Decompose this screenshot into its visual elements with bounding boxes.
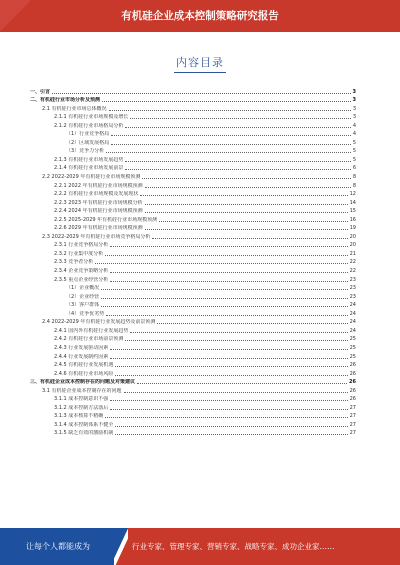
- toc-entry-label: 2.1.4 有机硅行业市场发展前景: [54, 165, 124, 172]
- toc-entry-page: 8: [352, 182, 356, 189]
- toc-entry-label: （1）企业概况: [66, 285, 100, 292]
- toc-entry-page: 25: [349, 336, 356, 343]
- toc-entry[interactable]: [30, 402, 356, 411]
- toc-entry-label: 2.4.5 有机硅行业发展机遇: [54, 362, 114, 369]
- toc-leader-dots: [142, 178, 350, 179]
- toc-entry-page: 16: [349, 216, 356, 223]
- toc-entry-label: 一、引言: [30, 88, 51, 95]
- toc-entry-label: 2.2.6 2029 年有机硅行业市场规模预测: [54, 225, 143, 232]
- toc-entry-label: 3.1.5 缺乏有效的激励机制: [54, 430, 114, 437]
- toc-entry-label: （3）竞争力分析: [66, 148, 105, 155]
- toc-leader-dots: [111, 135, 351, 136]
- toc-entry-label: 2.4 2022-2029 年有机硅行业发展趋势及前景预测: [42, 319, 156, 326]
- toc-entry-page: 5: [352, 139, 356, 146]
- toc-entry-page: 20: [349, 233, 356, 240]
- toc-leader-dots: [125, 340, 347, 341]
- toc-leader-dots: [106, 315, 347, 316]
- toc-entry-label: （4）竞争优劣势: [66, 310, 105, 317]
- toc-entry[interactable]: [30, 171, 356, 180]
- toc-leader-dots: [157, 323, 347, 324]
- toc-entry[interactable]: [30, 368, 356, 377]
- report-title: 有机硅企业成本控制策略研究报告: [121, 10, 279, 22]
- toc-entry-label: （2）区域发展格局: [66, 139, 110, 146]
- table-of-contents: [30, 86, 356, 436]
- toc-entry[interactable]: [30, 231, 356, 240]
- toc-entry[interactable]: [30, 291, 356, 300]
- toc-entry-page: 6: [352, 165, 356, 172]
- toc-entry[interactable]: [30, 163, 356, 172]
- toc-entry-label: 3.1.1 成本控制意识不强: [54, 396, 109, 403]
- toc-entry-label: 2.4.4 行业发展制约因素: [54, 353, 109, 360]
- toc-entry-page: 5: [352, 148, 356, 155]
- toc-leader-dots: [145, 204, 348, 205]
- toc-entry-label: 3.1.4 成本控制体系不健全: [54, 421, 114, 428]
- toc-entry-label: （2）企业经营: [66, 293, 100, 300]
- toc-entry-label: 3.1 有机硅企业成本控制存在的问题: [42, 387, 122, 394]
- toc-entry-label: 2.1.1 有机硅行业市场规模及增长: [54, 114, 129, 121]
- toc-entry-label: 2.4.2 有机硅行业市场前景预测: [54, 336, 124, 343]
- toc-entry-page: 26: [349, 370, 356, 377]
- toc-entry[interactable]: [30, 411, 356, 420]
- toc-entry-label: 2.3 2022-2029 年有机硅行业市场竞争格局分析: [42, 233, 151, 240]
- toc-leader-dots: [140, 195, 347, 196]
- toc-leader-dots: [145, 212, 348, 213]
- toc-entry[interactable]: [30, 325, 356, 334]
- toc-heading-underline: [174, 72, 226, 73]
- toc-entry-label: 2.4.1 国内外有机硅行业发展趋势: [54, 327, 129, 334]
- toc-entry[interactable]: [30, 283, 356, 292]
- toc-leader-dots: [101, 289, 347, 290]
- footer-divider: [114, 528, 128, 565]
- toc-entry[interactable]: [30, 86, 356, 95]
- toc-entry-label: 2.1.2 有机硅行业市场格局分析: [54, 122, 124, 129]
- toc-entry-label: 2.1.3 有机硅行业市场发展趋势: [54, 156, 124, 163]
- toc-entry-page: 27: [349, 413, 356, 420]
- toc-entry-page: 25: [349, 344, 356, 351]
- toc-leader-dots: [52, 93, 351, 94]
- toc-entry-page: 23: [349, 285, 356, 292]
- toc-leader-dots: [110, 358, 347, 359]
- toc-entry[interactable]: [30, 112, 356, 121]
- toc-entry[interactable]: [30, 137, 356, 146]
- toc-leader-dots: [125, 161, 350, 162]
- toc-leader-dots: [110, 246, 347, 247]
- toc-leader-dots: [152, 238, 347, 239]
- toc-entry-label: 3.1.2 成本控制方法落后: [54, 404, 109, 411]
- toc-entry-label: 2.2.3 2023 年有机硅行业市场规模分析: [54, 199, 143, 206]
- toc-entry-page: 3: [352, 88, 356, 95]
- toc-leader-dots: [124, 392, 348, 393]
- toc-entry[interactable]: [30, 265, 356, 274]
- toc-leader-dots: [106, 152, 351, 153]
- toc-entry-label: （3）客户群体: [66, 302, 100, 309]
- toc-leader-dots: [105, 417, 347, 418]
- toc-entry-page: 12: [349, 191, 356, 198]
- toc-entry-label: 2.4.6 有机硅行业市场风险: [54, 370, 114, 377]
- toc-entry[interactable]: [30, 377, 356, 386]
- toc-entry-page: 27: [349, 404, 356, 411]
- toc-leader-dots: [110, 409, 347, 410]
- toc-leader-dots: [115, 434, 347, 435]
- toc-entry-page: 24: [349, 302, 356, 309]
- toc-entry-page: 26: [349, 362, 356, 369]
- toc-entry-label: 二、有机硅行业市场分析及预测: [30, 97, 101, 104]
- toc-entry[interactable]: [30, 342, 356, 351]
- toc-leader-dots: [115, 426, 347, 427]
- toc-leader-dots: [115, 366, 347, 367]
- toc-entry-page: 22: [349, 259, 356, 266]
- toc-entry[interactable]: [30, 257, 356, 266]
- toc-leader-dots: [109, 110, 351, 111]
- toc-entry[interactable]: [30, 317, 356, 326]
- toc-leader-dots: [125, 169, 350, 170]
- toc-entry-page: 4: [352, 131, 356, 138]
- toc-entry-page: 20: [349, 242, 356, 249]
- toc-entry[interactable]: [30, 240, 356, 249]
- toc-entry[interactable]: [30, 180, 356, 189]
- toc-leader-dots: [130, 118, 350, 119]
- footer-tagline: 行业专家、管理专家、营销专家、战略专家、成功企业家……: [132, 542, 335, 551]
- toc-entry[interactable]: [30, 120, 356, 129]
- toc-entry[interactable]: [30, 428, 356, 437]
- toc-entry[interactable]: [30, 419, 356, 428]
- toc-entry-page: 21: [349, 250, 356, 257]
- toc-leader-dots: [101, 306, 347, 307]
- toc-leader-dots: [102, 101, 351, 102]
- toc-entry-page: 4: [352, 122, 356, 129]
- toc-leader-dots: [101, 298, 347, 299]
- toc-entry-page: 26: [349, 379, 356, 386]
- toc-entry[interactable]: [30, 223, 356, 232]
- toc-entry[interactable]: [30, 394, 356, 403]
- toc-entry-page: 24: [349, 310, 356, 317]
- toc-entry-page: 14: [349, 199, 356, 206]
- toc-entry-page: 3: [352, 114, 356, 121]
- toc-entry-label: 2.2.1 2022 年有机硅行业市场规模预测: [54, 182, 143, 189]
- toc-entry-page: 25: [349, 353, 356, 360]
- toc-entry-page: 3: [352, 105, 356, 112]
- toc-entry[interactable]: [30, 248, 356, 257]
- toc-leader-dots: [110, 400, 347, 401]
- toc-entry-page: 23: [349, 276, 356, 283]
- toc-entry-label: 2.3.4 企业竞争策略分析: [54, 268, 109, 275]
- toc-entry[interactable]: [30, 300, 356, 309]
- toc-leader-dots: [145, 187, 351, 188]
- toc-entry-page: 19: [349, 225, 356, 232]
- toc-entry-label: 2.3.5 重点企业经营分析: [54, 276, 109, 283]
- toc-leader-dots: [110, 281, 347, 282]
- toc-entry[interactable]: [30, 146, 356, 155]
- toc-leader-dots: [125, 127, 350, 128]
- toc-entry-label: 2.3.1 行业竞争格局分析: [54, 242, 109, 249]
- toc-entry[interactable]: [30, 197, 356, 206]
- toc-entry[interactable]: [30, 274, 356, 283]
- toc-entry-page: 26: [349, 396, 356, 403]
- toc-entry-page: 27: [349, 421, 356, 428]
- toc-entry[interactable]: [30, 360, 356, 369]
- footer-slogan: 让每个人都能成为: [26, 542, 90, 551]
- toc-entry-label: 2.2.2 有机硅行业市场规模及发展现状: [54, 191, 139, 198]
- toc-entry[interactable]: [30, 103, 356, 112]
- toc-heading: 内容目录: [176, 56, 224, 69]
- toc-leader-dots: [130, 332, 347, 333]
- toc-leader-dots: [95, 263, 347, 264]
- toc-entry[interactable]: [30, 214, 356, 223]
- toc-entry[interactable]: [30, 334, 356, 343]
- toc-leader-dots: [145, 229, 348, 230]
- toc-entry-page: 22: [349, 268, 356, 275]
- toc-entry[interactable]: [30, 154, 356, 163]
- toc-leader-dots: [110, 272, 347, 273]
- toc-entry[interactable]: [30, 206, 356, 215]
- toc-entry-page: 24: [349, 319, 356, 326]
- toc-entry-label: 2.2.5 2025-2029 年有机硅行业市场规模预测: [54, 216, 158, 223]
- toc-leader-dots: [105, 255, 347, 256]
- toc-entry[interactable]: [30, 385, 356, 394]
- toc-entry[interactable]: [30, 129, 356, 138]
- toc-leader-dots: [110, 349, 347, 350]
- toc-entry-page: 26: [349, 387, 356, 394]
- toc-leader-dots: [159, 221, 347, 222]
- toc-entry-label: 3.1.3 成本核算不精确: [54, 413, 104, 420]
- toc-leader-dots: [137, 383, 347, 384]
- toc-entry-label: （1）行业竞争格局: [66, 131, 110, 138]
- toc-entry-page: 23: [349, 293, 356, 300]
- toc-entry-label: 2.3.3 竞争者分析: [54, 259, 94, 266]
- toc-entry-label: 2.4.3 行业发展驱动因素: [54, 344, 109, 351]
- toc-entry-page: 15: [349, 208, 356, 215]
- toc-entry[interactable]: [30, 95, 356, 104]
- toc-entry-label: 2.2 2022-2029 年有机硅行业市场规模预测: [42, 174, 141, 181]
- toc-entry-page: 24: [349, 327, 356, 334]
- toc-entry-label: 2.1 有机硅行业市场总体概况: [42, 105, 107, 112]
- toc-entry[interactable]: [30, 351, 356, 360]
- toc-leader-dots: [111, 144, 351, 145]
- toc-entry-page: 8: [352, 174, 356, 181]
- toc-entry[interactable]: [30, 308, 356, 317]
- toc-entry-label: 2.3.2 行业集中度分析: [54, 250, 104, 257]
- toc-entry-label: 2.2.4 2024 年有机硅行业市场规模预测: [54, 208, 143, 215]
- toc-entry-page: 5: [352, 156, 356, 163]
- toc-entry-page: 27: [349, 430, 356, 437]
- toc-entry[interactable]: [30, 189, 356, 198]
- toc-entry-label: 三、有机硅企业成本控制存在的问题及对策建议: [30, 379, 136, 386]
- toc-entry-page: 3: [352, 97, 356, 104]
- toc-leader-dots: [115, 375, 347, 376]
